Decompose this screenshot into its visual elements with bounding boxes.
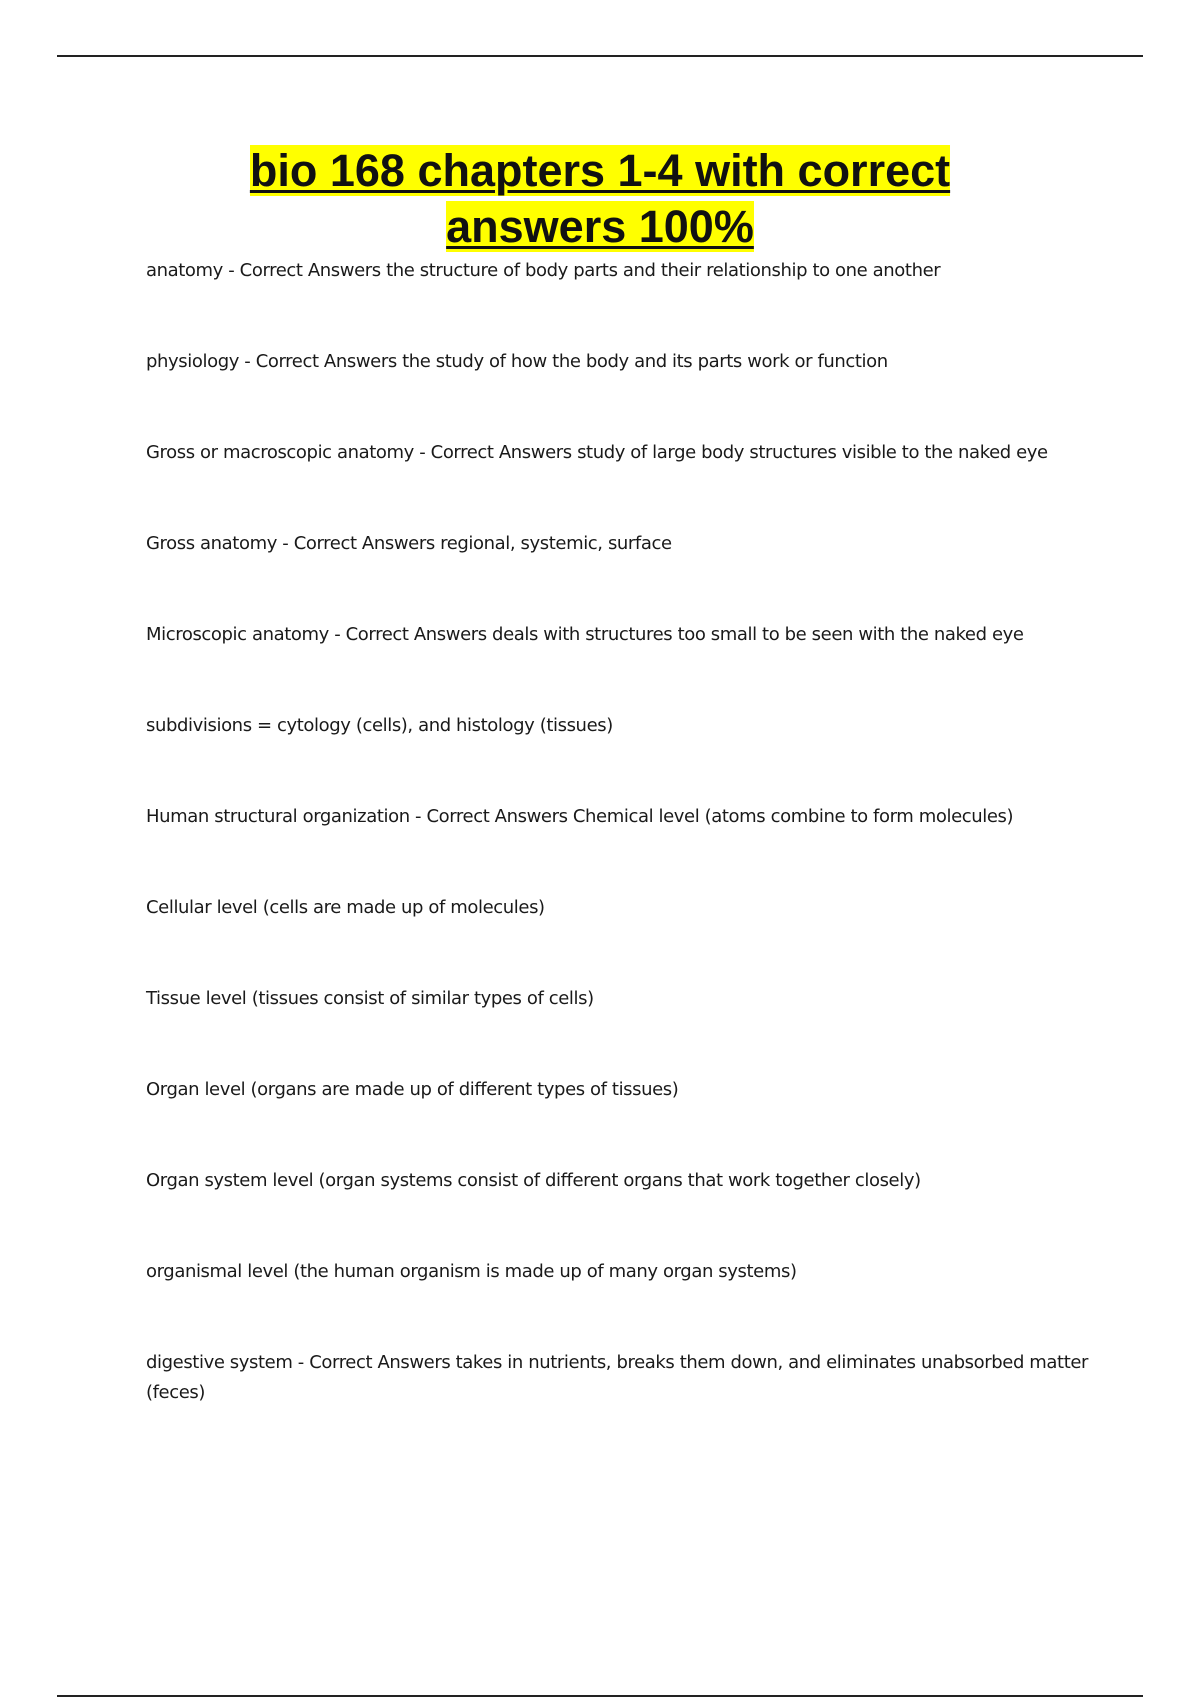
- footer-rule: [57, 1695, 1143, 1697]
- qa-entry: organismal level (the human organism is made up of many organ systems): [146, 1261, 797, 1282]
- qa-entry-list: [146, 256, 1096, 1439]
- qa-entry: Human structural organization - Correct Answers Chemical level (atoms combine to form molecules): [146, 806, 1014, 827]
- header-rule: [57, 55, 1143, 57]
- qa-entry: digestive system - Correct Answers takes in nutrients, breaks them down, and eliminates unabsorbed matter (feces): [146, 1352, 1089, 1403]
- qa-entry: Gross anatomy - Correct Answers regional, systemic, surface: [146, 533, 672, 554]
- title-line-1: bio 168 chapters 1-4 with correct: [249, 145, 951, 196]
- qa-entry: Tissue level (tissues consist of similar types of cells): [146, 988, 594, 1009]
- qa-entry: Organ level (organs are made up of different types of tissues): [146, 1079, 679, 1100]
- qa-entry: anatomy - Correct Answers the structure of body parts and their relationship to one another: [146, 260, 941, 281]
- qa-entry: subdivisions = cytology (cells), and histology (tissues): [146, 715, 613, 736]
- page-title: [0, 143, 1200, 255]
- qa-entry: Gross or macroscopic anatomy - Correct Answers study of large body structures visible to the naked eye: [146, 442, 1048, 463]
- qa-entry: Organ system level (organ systems consist of different organs that work together closely): [146, 1170, 921, 1191]
- title-line-2: answers 100%: [446, 201, 754, 252]
- qa-entry: Cellular level (cells are made up of molecules): [146, 897, 545, 918]
- qa-entry: physiology - Correct Answers the study of how the body and its parts work or function: [146, 351, 888, 372]
- qa-entry: Microscopic anatomy - Correct Answers deals with structures too small to be seen with the naked eye: [146, 624, 1024, 645]
